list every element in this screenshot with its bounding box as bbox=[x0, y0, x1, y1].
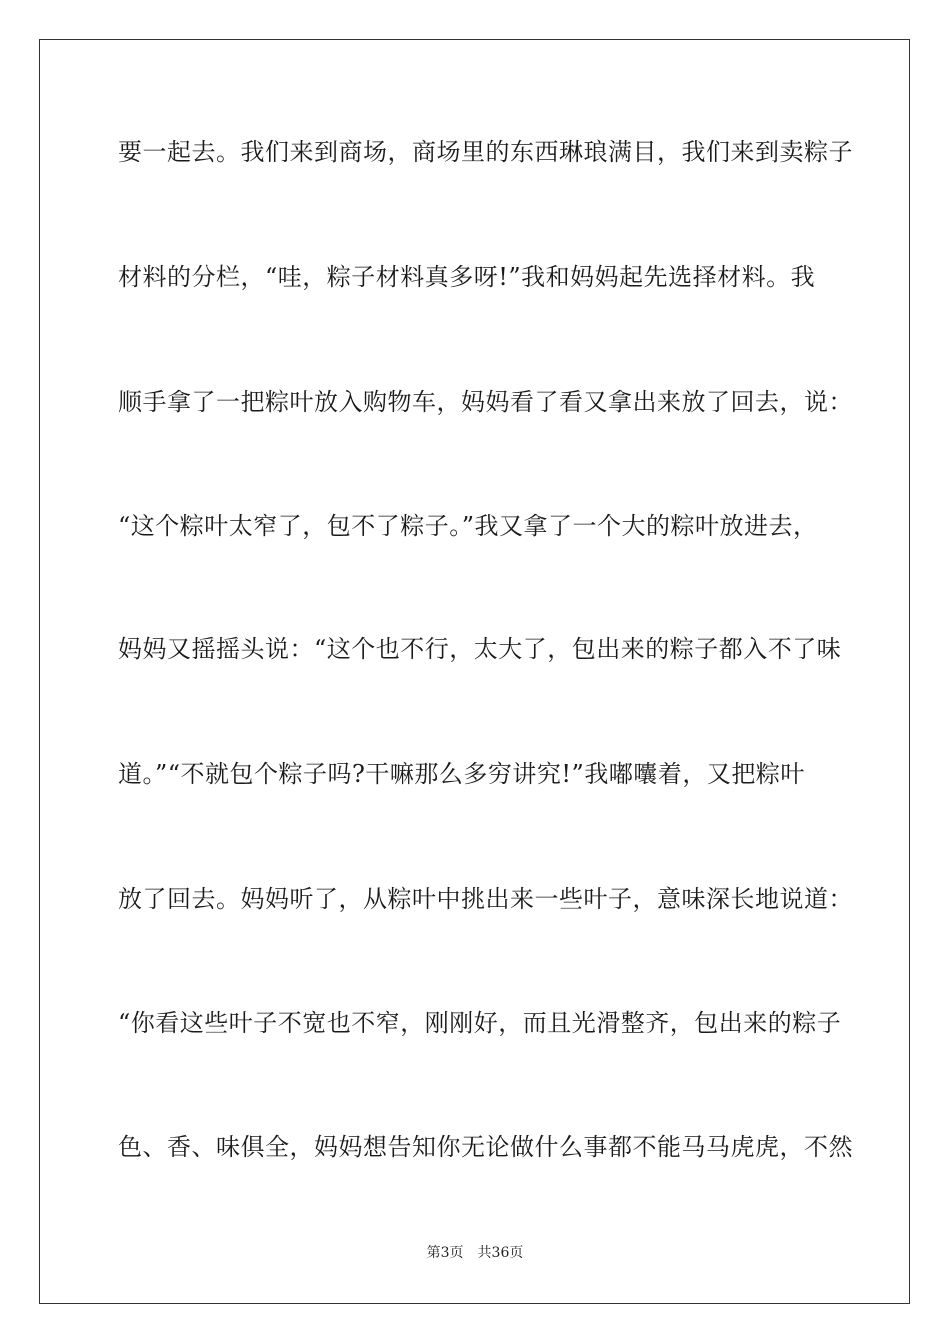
page-number: 第3页 bbox=[426, 1245, 464, 1261]
text-line-1: 要一起去。我们来到商场，商场里的东西琳琅满目，我们来到卖粽子 bbox=[118, 138, 853, 166]
text-line-3: 顺手拿了一把粽叶放入购物车，妈妈看了看又拿出来放了回去，说： bbox=[118, 388, 853, 416]
text-line-7: 放了回去。妈妈听了，从粽叶中挑出来一些叶子，意味深长地说道： bbox=[118, 885, 853, 913]
page-border bbox=[39, 39, 910, 1304]
page-total: 共36页 bbox=[477, 1245, 524, 1261]
text-line-6: 道。”“不就包个粽子吗?干嘛那么多穷讲究!”我嘟囔着，又把粽叶 bbox=[118, 760, 805, 788]
text-line-5: 妈妈又摇摇头说：“这个也不行，太大了，包出来的粽子都入不了味 bbox=[118, 635, 842, 663]
text-line-8: “你看这些叶子不宽也不窄，刚刚好，而且光滑整齐，包出来的粽子 bbox=[118, 1009, 842, 1037]
text-line-4: “这个粽叶太窄了，包不了粽子。”我又拿了一个大的粽叶放进去， bbox=[118, 512, 818, 540]
text-line-2: 材料的分栏，“哇，粽子材料真多呀!”我和妈妈起先选择材料。我 bbox=[118, 263, 816, 291]
page-footer bbox=[0, 1244, 950, 1262]
text-line-9: 色、香、味俱全，妈妈想告知你无论做什么事都不能马马虎虎，不然 bbox=[118, 1133, 853, 1161]
